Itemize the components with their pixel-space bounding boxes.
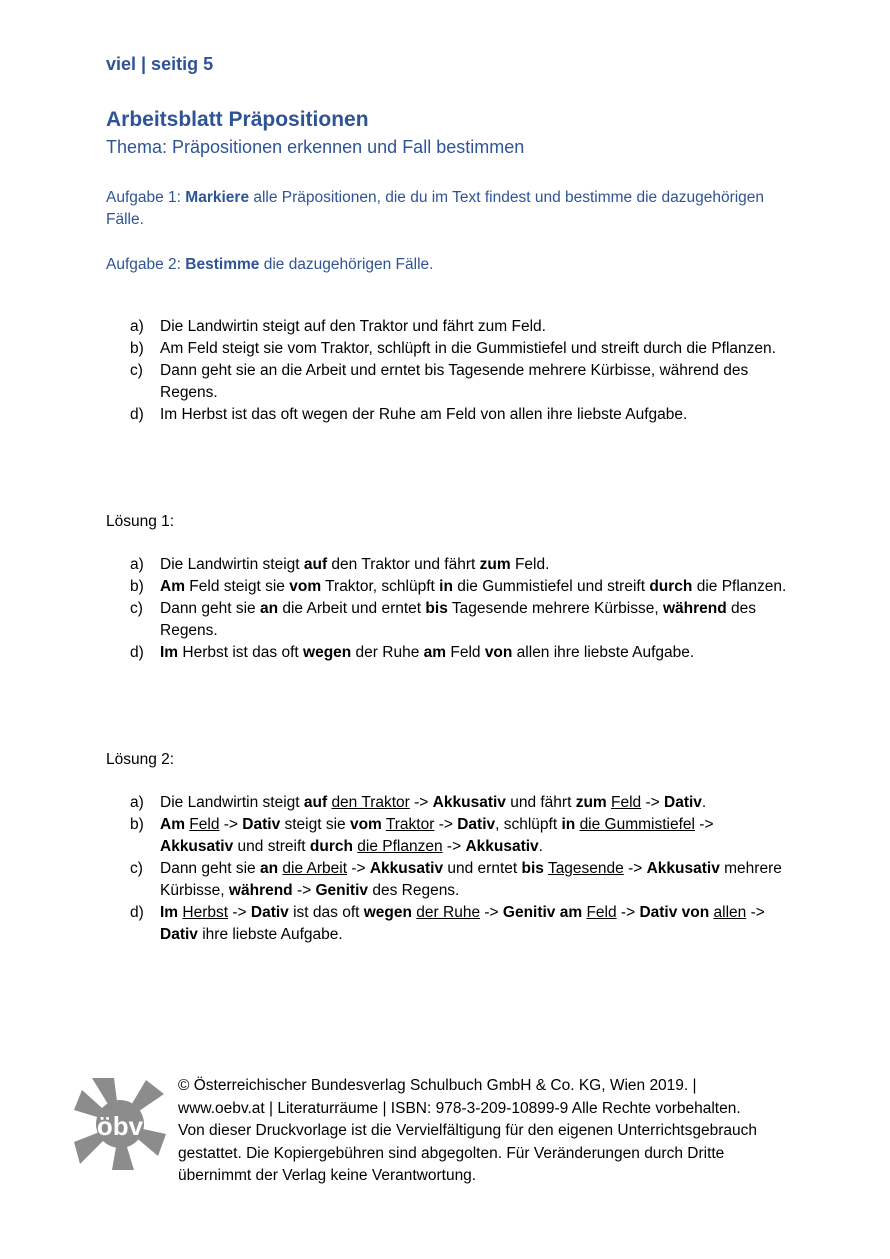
text-run: Feld: [446, 644, 485, 661]
text-run: , schlüpft: [495, 816, 562, 833]
text-run: ->: [347, 860, 370, 877]
text-run: des Regens.: [160, 600, 756, 639]
text-run: Dann geht sie: [160, 860, 260, 877]
bold-term: Am: [160, 578, 185, 595]
underlined-phrase: die Pflanzen: [357, 838, 443, 855]
bold-term: an: [259, 600, 279, 617]
list-marker: b): [130, 816, 144, 833]
bold-term: vom: [349, 816, 382, 833]
list-marker: a): [130, 318, 144, 335]
text-run: steigt sie: [280, 816, 350, 833]
solution-sentence: [160, 904, 765, 943]
text-run: der Ruhe: [351, 644, 424, 661]
underlined-phrase: allen: [713, 904, 747, 921]
bold-term: zum: [575, 794, 607, 811]
list-marker: b): [130, 578, 144, 595]
text-run: die Pflanzen.: [692, 578, 787, 595]
text-run: ihre liebste Aufgabe.: [197, 926, 343, 943]
solution-1-list: [130, 554, 790, 664]
exercise-list: [130, 316, 790, 426]
bold-term: Genitiv: [315, 882, 369, 899]
exercise-sentence: Die Landwirtin steigt auf den Traktor und fährt zum Feld.: [160, 318, 546, 335]
text-run: den Traktor und fährt: [327, 556, 480, 573]
text-run: und streift: [233, 838, 310, 855]
bold-term: in: [561, 816, 576, 833]
exercise-item: [130, 360, 790, 404]
bold-term: Dativ von: [639, 904, 710, 921]
bold-term: bis: [521, 860, 544, 877]
exercise-sentence: Dann geht sie an die Arbeit und erntet bis Tagesende mehrere Kürbisse, während des Regens.: [160, 362, 749, 401]
solution-sentence: [160, 556, 549, 573]
bold-term: Dativ: [242, 816, 281, 833]
list-marker: d): [130, 904, 144, 921]
solution-sentence: [160, 644, 694, 661]
exercise-item: [130, 404, 790, 426]
text-run: ->: [641, 794, 664, 811]
solution-1-item: [130, 576, 790, 598]
bold-term: Akkusativ: [432, 794, 506, 811]
solution-sentence: [160, 600, 756, 639]
task-1-text: alle Präpositionen, die du im Text findest und bestimme die dazugehörigen Fälle.: [106, 189, 765, 228]
text-run: mehrere Kürbisse,: [160, 860, 782, 899]
bold-term: in: [439, 578, 453, 595]
bold-term: Dativ: [457, 816, 496, 833]
list-marker: d): [130, 644, 144, 661]
solution-1-item: [130, 554, 790, 576]
text-run: ->: [746, 904, 765, 921]
bold-term: bis: [425, 600, 448, 617]
list-marker: a): [130, 794, 144, 811]
solution-1-label: Lösung 1:: [106, 513, 175, 530]
bold-term: während: [228, 882, 293, 899]
text-run: Dann geht sie: [160, 600, 260, 617]
text-run: Die Landwirtin steigt: [160, 794, 304, 811]
task-1-verb: Markiere: [185, 189, 250, 206]
list-marker: c): [130, 860, 143, 877]
bold-term: vom: [289, 578, 322, 595]
text-run: ->: [616, 904, 640, 921]
exercise-item: [130, 338, 790, 360]
solution-sentence: [160, 578, 786, 595]
text-run: ->: [292, 882, 316, 899]
list-marker: c): [130, 362, 143, 379]
text-run: Die Landwirtin steigt: [160, 556, 304, 573]
bold-term: Akkusativ: [369, 860, 444, 877]
exercise-sentence: Im Herbst ist das oft wegen der Ruhe am Feld von allen ihre liebste Aufgabe.: [160, 406, 688, 423]
oebv-logo-text: öbv: [96, 1111, 144, 1141]
solution-2-item: [130, 858, 790, 902]
bold-term: Im: [160, 644, 179, 661]
bold-term: durch: [649, 578, 693, 595]
bold-term: wegen: [363, 904, 412, 921]
underlined-phrase: Herbst: [182, 904, 229, 921]
text-run: Traktor, schlüpft: [321, 578, 440, 595]
text-run: Feld steigt sie: [184, 578, 290, 595]
text-run: ->: [695, 816, 714, 833]
text-run: ->: [434, 816, 458, 833]
bold-term: zum: [479, 556, 511, 573]
text-run: ->: [480, 904, 503, 921]
solution-2-item: [130, 792, 790, 814]
bold-term: Akkusativ: [465, 838, 539, 855]
text-run: Feld.: [510, 556, 550, 573]
text-run: ->: [228, 904, 251, 921]
text-run: und erntet: [443, 860, 522, 877]
bold-term: Akkusativ: [646, 860, 720, 877]
bold-term: Genitiv am: [502, 904, 583, 921]
text-run: .: [701, 794, 707, 811]
underlined-phrase: Feld: [189, 816, 220, 833]
page-subtitle: Thema: Präpositionen erkennen und Fall bestimmen: [106, 137, 525, 157]
page-header: viel | seitig 5: [106, 54, 214, 74]
solution-sentence: [160, 816, 714, 855]
bold-term: während: [662, 600, 727, 617]
bold-term: an: [259, 860, 279, 877]
underlined-phrase: Feld: [586, 904, 617, 921]
solution-sentence: [160, 794, 706, 811]
solution-1-item: [130, 598, 790, 642]
task-1-prefix: Aufgabe 1:: [106, 189, 186, 206]
solution-sentence: [160, 860, 782, 899]
text-run: ->: [409, 794, 433, 811]
underlined-phrase: Traktor: [385, 816, 435, 833]
list-marker: c): [130, 600, 143, 617]
list-marker: d): [130, 406, 144, 423]
copyright-footer: © Österreichischer Bundesverlag Schulbuch GmbH & Co. KG, Wien 2019. | www.oebv.at | Literaturräume | ISBN: 978-3-209-10899-9 Alle Rechte vorbehalten. Von dieser Druckvorlage ist die Vervielfältigung für den eigenen Unterrichtsgebrauch gestattet. Die Kopiergebühren sind abgegolten. Für Veränderungen durch Dritte übernimmt der Verlag keine Verantwortung.: [178, 1077, 758, 1184]
bold-term: von: [484, 644, 513, 661]
bold-term: Im: [160, 904, 179, 921]
bold-term: Dativ: [160, 926, 198, 943]
exercise-item: [130, 316, 790, 338]
text-run: ->: [442, 838, 466, 855]
underlined-phrase: Feld: [611, 794, 642, 811]
underlined-phrase: der Ruhe: [416, 904, 481, 921]
text-run: und fährt: [505, 794, 576, 811]
task-2: [106, 254, 433, 276]
bold-term: wegen: [303, 644, 352, 661]
text-run: Tagesende mehrere Kürbisse,: [447, 600, 663, 617]
task-2-text: die dazugehörigen Fälle.: [259, 256, 434, 273]
text-run: die Gummistiefel und streift: [452, 578, 650, 595]
underlined-phrase: den Traktor: [331, 794, 410, 811]
bold-term: am: [423, 644, 447, 661]
text-run: .: [538, 838, 543, 855]
text-run: ->: [219, 816, 243, 833]
bold-term: Am: [160, 816, 185, 833]
bold-term: Dativ: [664, 794, 702, 811]
text-run: ->: [623, 860, 647, 877]
text-run: allen ihre liebste Aufgabe.: [512, 644, 695, 661]
solution-1-item: [130, 642, 790, 664]
solution-2-item: [130, 902, 790, 946]
solution-2-item: [130, 814, 790, 858]
task-2-prefix: Aufgabe 2:: [106, 256, 186, 273]
list-marker: b): [130, 340, 144, 357]
bold-term: Akkusativ: [160, 838, 234, 855]
solution-2-list: [130, 792, 790, 946]
text-run: ist das oft: [288, 904, 364, 921]
bold-term: auf: [303, 556, 328, 573]
oebv-logo: [74, 1076, 166, 1172]
underlined-phrase: die Arbeit: [282, 860, 348, 877]
task-2-verb: Bestimme: [185, 256, 260, 273]
list-marker: a): [130, 556, 144, 573]
text-run: des Regens.: [368, 882, 460, 899]
solution-2-label: Lösung 2:: [106, 751, 175, 768]
page-title: Arbeitsblatt Präpositionen: [106, 108, 369, 131]
underlined-phrase: Tagesende: [547, 860, 624, 877]
bold-term: auf: [303, 794, 328, 811]
task-1: [106, 187, 796, 231]
bold-term: Dativ: [250, 904, 289, 921]
exercise-sentence: Am Feld steigt sie vom Traktor, schlüpft in die Gummistiefel und streift durch die Pflanzen.: [160, 340, 776, 357]
text-run: Herbst ist das oft: [178, 644, 304, 661]
text-run: die Arbeit und erntet: [278, 600, 426, 617]
underlined-phrase: die Gummistiefel: [579, 816, 695, 833]
bold-term: durch: [309, 838, 353, 855]
